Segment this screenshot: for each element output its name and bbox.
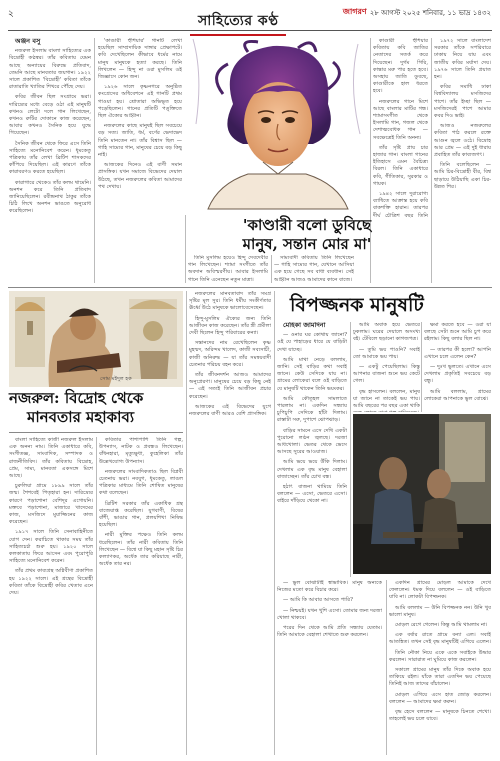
paragraph: কারাগারে থেকেও তাঁর কলম থামেনি। অনশন করে তিনি প্রতিবাদ জানিয়েছিলেন। রবীন্দ্রনাথ ঠাকুর তাঁকে চিঠি লিখে অনশন ভাঙতে অনুরোধ করেছিলেন। bbox=[9, 179, 91, 215]
section-divider bbox=[8, 287, 492, 288]
column-rule bbox=[386, 580, 387, 755]
paragraph: মোড়ল এগিয়ে এসে হাত জোড় করলেন। বললেন — আমাদের ক্ষমা করুন। bbox=[389, 691, 491, 705]
lower-left-headline bbox=[9, 389, 183, 427]
lower-left-column-1 bbox=[9, 437, 93, 755]
top-story-column-2 bbox=[98, 38, 182, 251]
right-story-headline: বিপজ্জনক মানুষটি bbox=[290, 294, 424, 316]
paragraph: চুরুলিয়া গ্রামে ১৮৯৯ সালে তাঁর জন্ম। শৈশবেই পিতৃহারা হন। দারিদ্র্যের কারণে পড়াশোনা বেশিদূর এগোয়নি। মক্তবে পড়াশোনা, মাজারে খাদেমের কাজ, মসজিদে মুয়াজ্জিনের কাজ করেছেন। bbox=[9, 483, 93, 526]
paragraph: একদিন গ্রামের মোড়ল আমাকে দেখে ফেললেন। ধমক দিয়ে বললেন — ওই বাড়িতে যাবি না। লোকটা বিপজ্জনক। bbox=[389, 580, 491, 601]
paragraph: এক বর্ষার রাতে গ্রামে বন্যা এল। সবাই আতঙ্কিত। তখন সেই বৃদ্ধ মানুষটিই এগিয়ে এলেন। bbox=[389, 632, 491, 646]
paragraph: ১৯২৬ সালে কৃষ্ণনগরে অনুষ্ঠিত কংগ্রেসের অধিবেশনে এই গানটি প্রথম গাওয়া হয়। শ্রোতারা অভিভূত হয়ে পড়েছিলেন। গানের প্রতিটি পঙ্‌ক্তিতে ছিল ঐক্যের আহ্বান। bbox=[98, 84, 182, 120]
brand-name: জাগরণ bbox=[342, 6, 367, 16]
column-rule bbox=[94, 38, 95, 283]
right-story-photo bbox=[353, 414, 491, 574]
column-rule bbox=[186, 291, 187, 755]
right-story-column-c-top bbox=[424, 322, 491, 412]
header-dateline bbox=[343, 6, 491, 19]
quote-line-2: মানুষ, সন্তান মোর মা' bbox=[242, 235, 372, 253]
paragraph: তাঁর প্রথম কাব্যগ্রন্থ অগ্নিবীণা প্রকাশিত হয় ১৯২২ সালে। এই গ্রন্থের বিদ্রোহী কবিতা তাঁকে বিদ্রোহী কবির খেতাব এনে দেয়। bbox=[9, 568, 93, 597]
paragraph: সন্তানদের নাম রেখেছিলেন কৃষ্ণ মুহম্মদ, অরিন্দম খালেদ, কাজী সব্যসাচী, কাজী অনিরুদ্ধ — যা তাঁর সমন্বয়বাদী চেতনার পরিচয় বহন করে। bbox=[189, 340, 271, 368]
paragraph: নজরুলের গানে মিশে আছে বাংলার মাটির গন্ধ। শ্যামাসংগীত থেকে ইসলামি গান, গজল থেকে দেশাত্মবোধক গান — সবক্ষেত্রেই তিনি অনন্য। bbox=[373, 98, 428, 141]
paragraph: আজও নজরুলের কবিতা পাঠ করলে রক্তে আগুন জ্বলে ওঠে। বিদ্রোহ আর প্রেম — এই দুই ধারায় প্রবাহিত তাঁর কাব্যজগৎ। bbox=[434, 123, 491, 159]
top-story-quote bbox=[186, 216, 428, 254]
column-rule bbox=[350, 322, 351, 577]
paragraph: আজকের দিনেও এই বাণী সমান প্রাসঙ্গিক। যখন সমাজে বিভেদের দেয়াল উঠছে, তখন নজরুলের কবিতা আমাদের পথ দেখায়। bbox=[98, 162, 182, 190]
right-story-column-c bbox=[277, 580, 382, 755]
top-story-column-4 bbox=[434, 38, 491, 283]
paragraph: ক্ষমা করতে হবে — ওরা যা বলছে সেটা শুনে আমি চুপ করে রইলাম। কিছু বলার ছিল না। bbox=[424, 322, 491, 343]
column-rule bbox=[421, 322, 422, 412]
paragraph: তিনি মুসলিম হয়েও হিন্দু দেবদেবীর গান লিখেছেন। শ্যামা সংগীতে তাঁর অবদান অবিস্মরণীয়। আবার ইসলামি গানে তিনি এনেছেন নতুন মাত্রা। bbox=[188, 255, 268, 283]
paragraph: নজরুলের সাংবাদিকতাও ছিল বিপ্লবী চেতনায় ভরা। নবযুগ, ধূমকেতু, লাঙল পত্রিকার মাধ্যমে তিনি শোষিত মানুষের কথা বলেছেন। bbox=[99, 468, 183, 497]
paragraph: নজরুল ইসলাম বাংলা সাহিত্যের এক বিদ্রোহী কণ্ঠস্বর। তাঁর কবিতায় যেমন আছে অন্যায়ের বিরুদ্ধে প্রতিবাদ, তেমনি আছে মানবতার জয়গান। ১৯২২ সালে প্রকাশিত 'বিদ্রোহী' কবিতা তাঁকে রাতারাতি খ্যাতির শিখরে পৌঁছে দেয়। bbox=[9, 48, 91, 91]
paragraph: — তুমি ভয় পাওনি? সবাই তো আমাকে ভয় পায়। bbox=[353, 346, 420, 360]
paragraph: বাড়ির সামনে এসে দেখি একটা পুরোনো লণ্ঠন জ্বলছে। দরজা আধখোলা। ভেতর থেকে ভেসে আসছে সুরের আওয়াজ। bbox=[277, 427, 347, 456]
paragraph: 'কাণ্ডারী হুঁশিয়ার' গানটি লেখা হয়েছিল সাম্প্রদায়িক দাঙ্গার প্রেক্ষাপটে। কবি দেখেছিলেন কীভাবে ধর্মের নামে মানুষ মানুষকে হত্যা করছে। তিনি লিখলেন — হিন্দু না ওরা মুসলিম ওই জিজ্ঞাসে কোন জন। bbox=[98, 38, 182, 81]
paragraph: নজরুলের মানবতাবাদ তাঁর সমগ্র সৃষ্টির মূল সুর। তিনি ধর্মীয় সংকীর্ণতার ঊর্ধ্বে উঠে মানুষকে ভালোবেসেছেন। bbox=[189, 291, 271, 312]
paragraph: নারী মুক্তির পক্ষেও তিনি কলম ধরেছিলেন। তাঁর নারী কবিতায় তিনি লিখেছেন — বিশ্বে যা কিছু মহান সৃষ্টি চির কল্যাণকর, অর্ধেক তার করিয়াছে নারী, অর্ধেক তার নর। bbox=[99, 532, 183, 568]
story-photo-image bbox=[353, 414, 491, 574]
right-story-column-a bbox=[277, 322, 347, 577]
paragraph: — ওনার ঘর কোথায় জানো? ওই যে পাহাড়ের ধারে যে বাড়িটা দেখা যাচ্ছে। bbox=[277, 332, 347, 353]
paragraph: তিনি নৌকা নিয়ে একে একে সবাইকে উদ্ধার করলেন। সারারাত না ঘুমিয়ে কাজ করলেন। bbox=[389, 649, 491, 663]
quote-line-1: 'কাণ্ডারী বলো ডুবিছে bbox=[242, 216, 372, 234]
poet-portrait-illustration bbox=[188, 34, 366, 214]
paragraph: আমি ভয়ে ভয়ে উঁকি দিলাম। দেখলাম এক বৃদ্ধ মানুষ বেহালা বাজাচ্ছেন। তাঁর চোখ বন্ধ। bbox=[277, 459, 347, 480]
paragraph: হিন্দু-মুসলিম ঐক্যের জন্য তিনি আজীবন কাজ করেছেন। তাঁর স্ত্রী প্রমীলা দেবী ছিলেন হিন্দু পরিবারের কন্যা। bbox=[189, 315, 271, 337]
paragraph: আমি কৌতূহল সামলাতে পারলাম না। একদিন সন্ধ্যায় চুপিচুপি সেদিকে হাঁটা দিলাম। রাস্তাটা সরু, দুপাশে ঝোপঝাড়। bbox=[277, 395, 347, 424]
paragraph: কবির জীবন ছিল সংগ্রামে ভরা। দারিদ্র্যের মধ্যে বেড়ে ওঠা এই মানুষটি কখনও লেটো দলে গান লিখেছেন, কখনও রুটির দোকানে কাজ করেছেন, আবার কখনও সৈনিক হয়ে যুদ্ধে গিয়েছেন। bbox=[9, 94, 91, 137]
paragraph: আজকের এই বিভেদের যুগে নজরুলের বাণী আরও বেশি প্রাসঙ্গিক। bbox=[189, 403, 271, 418]
headline-line-1: নজরুল: বিদ্রোহ থেকে bbox=[9, 389, 144, 407]
paragraph: — একটু পেয়েছিলাম। কিন্তু আপনার বাজনা শুনে ভয় কেটে গেল। bbox=[353, 364, 420, 385]
paragraph: ১৯১৭ সালে তিনি সেনাবাহিনীতে যোগ দেন। করাচিতে থাকার সময় তাঁর সাহিত্যচর্চা শুরু হয়। ১৯২০ সালে কলকাতায় ফিরে আসেন এবং পুরোপুরি সাহিত্যে মনোনিবেশ করেন। bbox=[9, 529, 93, 565]
column-rule bbox=[431, 38, 432, 283]
paragraph: বৃদ্ধ হাসলেন। বললেন, মানুষ যা জানে না তাকেই ভয় পায়। আমি বছরের পর বছর একা থাকি bbox=[353, 388, 420, 410]
paragraph: নজরুলের কাছে মানুষই ছিল সবচেয়ে বড় সত্য। জাতি, ধর্ম, বর্ণের ভেদাভেদ তিনি মানতেন না। তাঁর বিশ্বাস ছিল — গাহি সাম্যের গান, মানুষের চেয়ে বড় কিছু নাই। bbox=[98, 123, 182, 159]
byline-lower-left: সোম মইদুল হক bbox=[100, 376, 132, 382]
right-story-column-b bbox=[353, 322, 420, 412]
lower-left-column-3 bbox=[189, 291, 271, 755]
top-story-column-bottom-a bbox=[188, 255, 268, 283]
paragraph: মোড়ল রেগে গেলেন। কিন্তু আমি থামলাম না। bbox=[395, 622, 488, 629]
top-story-column-1 bbox=[9, 38, 91, 281]
paragraph: কাণ্ডারী হুঁশিয়ার কবিতায় কবি জাতির নেতাদের সতর্ক করে দিয়েছেন। দুর্গম গিরি, কান্তার মরু পার হতে হবে। অসহায় জাতি ডুবছে, কাণ্ডারীকে হাল ধরতে হবে। bbox=[373, 38, 428, 95]
paragraph: তিনি বলেছিলেন — আমি চির-বিদ্রোহী বীর, বিশ্ব ছাড়ায়ে উঠিয়াছি একা চির-উন্নত শির। bbox=[434, 162, 491, 190]
paragraph: আমি বললাম, গ্রামের লোকেরা আপনাকে ভুল বোঝে। bbox=[424, 388, 491, 402]
paragraph: ব্রিটিশ সরকার তাঁর একাধিক গ্রন্থ বাজেয়াপ্ত করেছিল। যুগবাণী, বিষের বাঁশী, ভাঙার গান, প্রলয়শিখা নিষিদ্ধ হয়েছিল। bbox=[99, 500, 183, 529]
lower-left-column-2 bbox=[99, 437, 183, 755]
paragraph: পরের দিন থেকে আমি প্রতি সন্ধ্যায় যেতাম। তিনি আমাকে বেহালা শেখাতে শুরু করলেন। bbox=[277, 625, 382, 639]
right-story-column-d bbox=[389, 580, 491, 755]
header-rule bbox=[8, 30, 492, 31]
paragraph: — দুঃখ ভুলতে। এখানে এসে দেখলাম প্রকৃতিই সবচেয়ে বড় বন্ধু। bbox=[424, 364, 491, 385]
paragraph: আমি মাথা নেড়ে বললাম, জানি। সেই বাড়ির কথা সবাই জানে। কেউ সেদিকে যায় না। গ্রামের লোকেরা বলে ওই বাড়িতে যে মানুষটি থাকেন তিনি ভয়ংকর। bbox=[277, 356, 347, 392]
poet-illustration bbox=[9, 291, 183, 387]
lower-left-illustration bbox=[9, 291, 183, 387]
top-story-byline: অঞ্জন বসু bbox=[15, 38, 41, 45]
top-story-column-bottom-b bbox=[274, 255, 354, 283]
paragraph: সৈনিক জীবন থেকে ফিরে এসে তিনি সাহিত্যে মনোনিবেশ করেন। ধূমকেতু পত্রিকায় তাঁর লেখা ব্রিটিশ শাসকদের কাঁপিয়ে দিয়েছিল। এই কারণে তাঁকে কারাবরণও করতে হয়েছিল। bbox=[9, 140, 91, 176]
paragraph: বাংলা সাহিত্যে কাজী নজরুল ইসলাম এক অনন্য নাম। তিনি একাধারে কবি, সংগীতজ্ঞ, সাংবাদিক, সম্পাদক ও রাজনীতিবিদ। তাঁর কবিতায় বিদ্রোহ, প্রেম, সাম্য, মানবতা একসঙ্গে মিশে আছে। bbox=[9, 437, 93, 480]
paragraph: — ভুল বোঝাটাই স্বাভাবিক। মানুষ অন্যকে নিজের মতো করে বিচার করে। bbox=[277, 580, 382, 594]
headline-line-2: মানবতার মহাকাব্য bbox=[27, 408, 135, 426]
paragraph: ১৯৪২ সালে দুরারোগ্য ব্যাধিতে আক্রান্ত হয়ে কবি বাকশক্তি হারান। তারপর দীর্ঘ চৌত্রিশ বছর তিনি bbox=[373, 191, 428, 218]
section-title: সাহিত্যের কণ্ঠ bbox=[198, 9, 278, 33]
poet-portrait bbox=[188, 34, 366, 214]
paragraph: বৃদ্ধ হেসে বললেন — মানুষকে চিনতে শেখো। তাহলেই ভয় চলে যাবে। bbox=[389, 709, 491, 723]
paragraph: — নিশ্চয়ই। যখন খুশি এসো। তোমার জন্য দরজা খোলা থাকবে। bbox=[277, 607, 382, 621]
column-rule bbox=[274, 291, 275, 755]
paragraph: — আমি কি আবার আসতে পারি? bbox=[283, 597, 353, 604]
paragraph: আমি অবাক হয়ে ভেতরে ঢুকলাম। ঘরের দেয়ালে অসংখ্য বই। টেবিলে ছড়ানো কাগজপত্র। bbox=[353, 322, 420, 343]
column-rule bbox=[271, 255, 272, 283]
paragraph: কবিতার পাশাপাশি তিনি গল্প, উপন্যাস, নাটক ও প্রবন্ধও লিখেছেন। বাঁধনহারা, মৃত্যুক্ষুধা, কুহেলিকা তাঁর উল্লেখযোগ্য উপন্যাস। bbox=[99, 437, 183, 465]
paragraph: আমি বললাম — উনি বিপজ্জনক নন। উনি খুব ভালো মানুষ। bbox=[389, 604, 491, 618]
paragraph: হঠাৎ বাজনা থামিয়ে তিনি বললেন — এসো, ভেতরে এসো। বাইরে দাঁড়িয়ে থেকো না। bbox=[277, 484, 347, 505]
paragraph: তাঁর সৃষ্টি প্রায় চার হাজার গান। বাংলা গানের ইতিহাসে এমন বৈচিত্র্য বিরল। তিনি একাধারে কবি, গীতিকার, সুরকার ও গায়ক। bbox=[373, 144, 428, 187]
paragraph: — তারপর কী হলো? আপনি এখানে চলে এলেন কেন? bbox=[424, 346, 491, 360]
paragraph: সকালে গ্রামের মানুষ তাঁর দিকে অবাক হয়ে তাকিয়ে রইল। যাঁকে তারা এতদিন ভয় পেয়েছে তিনিই আজ তাদের বাঁচালেন। bbox=[389, 667, 491, 688]
paragraph: কবির সমাধি ঢাকা বিশ্ববিদ্যালয় মসজিদের পাশে। তাঁর ইচ্ছা ছিল — মসজিদেরই পাশে আমার কবর দিও ভাই। bbox=[434, 84, 491, 120]
paragraph: ১৯৭২ সালে বাংলাদেশ সরকার তাঁকে সপরিবারে ঢাকায় নিয়ে যায় এবং জাতীয় কবির মর্যাদা দেয়। ১৯৭৬ সালে তিনি প্রয়াত হন। bbox=[434, 38, 491, 81]
top-story-column-3 bbox=[373, 38, 428, 218]
right-story-byline: মেহিকা জামদিনা bbox=[283, 322, 326, 329]
page-number: ২ bbox=[8, 9, 14, 19]
headline-rule bbox=[9, 432, 183, 433]
paragraph: তাঁর জীবনদর্শন আজও আমাদের অনুপ্রেরণা। মানুষের চেয়ে বড় কিছু নেই — এই সত্যই তিনি আজীবন প্রচার করেছেন। bbox=[189, 372, 271, 400]
paragraph: সাম্যবাদী কবিতায় তিনি লিখেছেন — গাহি সাম্যের গান, যেখানে আসিয়া এক হয়ে গেছে সব বাধা ব্যবধান। সেই আহ্বান আজও আমাদের কানে বাজে। bbox=[274, 255, 354, 283]
column-rule bbox=[96, 437, 97, 755]
date-line: ২৮ আগস্ট ২০২৫ শনিবার, ১১ ভাদ্র ১৪৩২ bbox=[369, 8, 491, 17]
